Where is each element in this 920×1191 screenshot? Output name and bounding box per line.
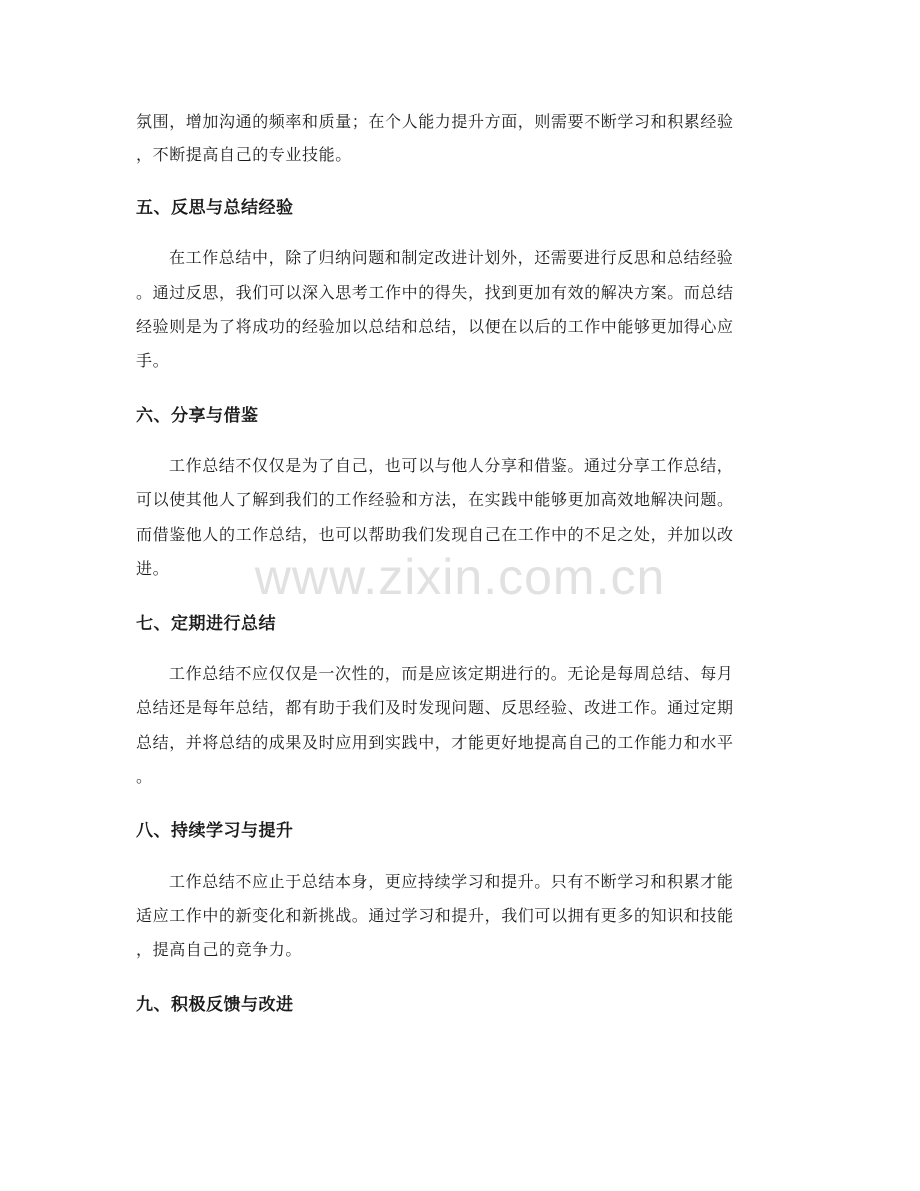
section-heading-7: 七、定期进行总结 [136,614,276,634]
paragraph-line: 。通过反思，我们可以深入思考工作中的得失，找到更加有效的解决方案。而总结 [136,283,734,302]
paragraph-line: 氛围，增加沟通的频率和质量；在个人能力提升方面，则需要不断学习和积累经验 [136,112,734,131]
paragraph-line: 手。 [136,351,170,370]
paragraph-line: 工作总结不应仅仅是一次性的，而是应该定期进行的。无论是每周总结、每月 [169,664,734,683]
section-heading-9: 九、积极反馈与改进 [136,995,294,1015]
section-heading-5: 五、反思与总结经验 [136,198,294,218]
paragraph-line: 可以使其他人了解到我们的工作经验和方法，在实践中能够更加高效地解决问题。 [136,490,734,509]
paragraph-line: ，提高自己的竞争力。 [136,940,303,959]
paragraph-line: 进。 [136,559,170,578]
paragraph-line: 总结，并将总结的成果及时应用到实践中，才能更好地提高自己的工作能力和水平 [136,733,734,752]
paragraph-line: 适应工作中的新变化和新挑战。通过学习和提升，我们可以拥有更多的知识和技能 [136,906,734,925]
paragraph-line: 工作总结不应止于总结本身，更应持续学习和提升。只有不断学习和积累才能 [169,872,734,891]
paragraph-line: 而借鉴他人的工作总结，也可以帮助我们发现自己在工作中的不足之处，并加以改 [136,525,734,544]
paragraph-line: 经验则是为了将成功的经验加以总结和总结，以便在以后的工作中能够更加得心应 [136,317,734,336]
watermark: www.zixin.com.cn [254,549,666,605]
paragraph-line: 总结还是每年总结，都有助于我们及时发现问题、反思经验、改进工作。通过定期 [136,698,734,717]
paragraph-line: ，不断提高自己的专业技能。 [136,145,352,164]
section-heading-6: 六、分享与借鉴 [136,406,259,426]
section-heading-8: 八、持续学习与提升 [136,821,294,841]
paragraph-line: 。 [136,767,153,786]
paragraph-line: 在工作总结中，除了归纳问题和制定改进计划外，还需要进行反思和总结经验 [169,248,734,267]
paragraph-line: 工作总结不仅仅是为了自己，也可以与他人分享和借鉴。通过分享工作总结， [169,456,734,475]
